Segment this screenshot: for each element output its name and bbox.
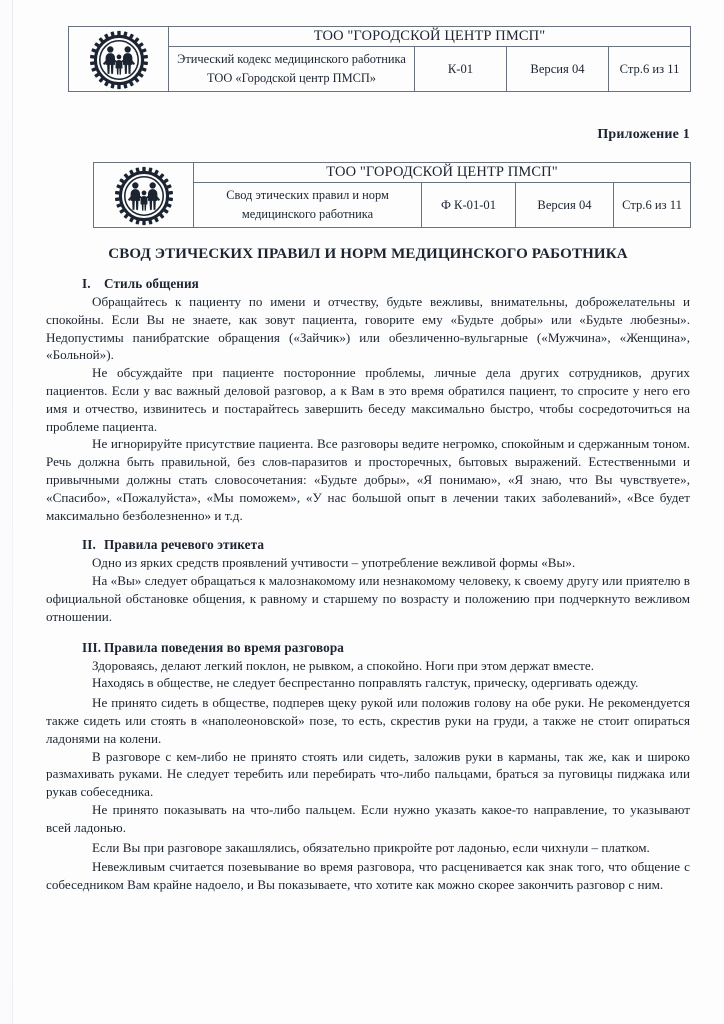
doc-code-appendix: Ф К-01-01 (422, 183, 516, 228)
section-1 (46, 276, 690, 524)
section-1-paragraph-3: Не игнорируйте присутствие пациента. Все разговоры ведите негромко, спокойным и сдержанным тоном. Речь должна быть правильной, без слов-паразитов и просторечных, бытовых выражений. Естественными и привычными должны стать словосочетания: «Будьте добры», «Я понимаю», «Я знаю, что Вы чувствуете», «Спасибо», «Пожалуйста», «Мы поможем», «У нас большой опыт в лечении таких заболеваний», «Все будет максимально безболезненно» и т.д. (46, 436, 690, 523)
section-1-heading (46, 276, 690, 292)
doc-code-top: К-01 (415, 47, 507, 92)
page-title: СВОД ЭТИЧЕСКИХ ПРАВИЛ И НОРМ МЕДИЦИНСКОГО РАБОТНИКА (108, 246, 628, 262)
doc-name-appendix-line2: медицинского работника (241, 207, 374, 222)
doc-name-appendix (194, 183, 422, 228)
doc-page-appendix: Стр.6 из 11 (614, 183, 691, 228)
doc-page-top: Стр.6 из 11 (609, 47, 691, 92)
section-spacer (46, 626, 690, 640)
header-table-appendix (93, 162, 691, 228)
section-2-paragraph-1: Одно из ярких средств проявлений учтивости – употребление вежливой формы «Вы». (92, 555, 576, 571)
section-3-heading-text: Правила поведения во время разговора (104, 639, 344, 655)
org-title-appendix: ТОО "ГОРОДСКОЙ ЦЕНТР ПМСП" (194, 163, 691, 183)
section-3-numeral: III. (82, 639, 102, 655)
section-2-heading-text: Правила речевого этикета (104, 537, 265, 553)
doc-version-top: Версия 04 (507, 47, 609, 92)
document-body (46, 276, 690, 894)
section-3-paragraph-5: Не принято показывать на что-либо пальцем. Если нужно указать какое-то направление, то указывают всей ладонью. (46, 801, 690, 835)
section-1-numeral: I. (82, 276, 91, 291)
section-3-paragraph-2: Находясь в обществе, не следует беспрестанно поправлять галстук, прическу, одергивать одежду. (92, 675, 639, 691)
section-spacer (46, 524, 690, 537)
section-3-paragraph-6: Если Вы при разговоре закашлялись, обязательно прикройте рот ладонью, если чихнули – платком. (92, 839, 650, 855)
doc-name-top-line2: ТОО «Городской центр ПМСП» (206, 71, 376, 86)
section-2-heading (46, 537, 690, 553)
section-1-paragraph-1: Обращайтесь к пациенту по имени и отчеству, будьте вежливы, внимательны, доброжелательны и спокойны. Если Вы не знаете, как зовут пациента, говорите ему «Будьте добры» или «Будьте любезны». Недопустимы панибратские обращения («Зайчик») или обезличенно-вульгарные («Мужчина», «Женщина», «Больной»). (46, 294, 690, 363)
header-table-top (68, 26, 691, 92)
section-3-paragraph-3: Не принято сидеть в обществе, подперев щеку рукой или положив голову на обе руки. Не рекомендуется также сидеть или стоять в «наполеоновской» позе, то есть, скрестив руки на груди, а также не стоит опираться ладонями на колени. (46, 695, 690, 746)
doc-name-appendix-line1: Свод этических правил и норм (226, 187, 389, 202)
doc-name-top-line1: Этический кодекс медицинского работника (177, 51, 406, 66)
section-3-paragraph-7: Невежливым считается позевывание во время разговора, что расценивается как знак того, что общение с собеседником Вам крайне надоело, и Вы показываете, что хотите как можно скорее закончить разговор с ним. (46, 859, 690, 893)
section-1-paragraph-2: Не обсуждайте при пациенте посторонние проблемы, личные дела других сотрудников, других пациентов. Если у вас важный деловой разговор, а к Вам в это время обратился пациент, то спросите у него его имя и отчество, извинитесь и постарайтесь завершить беседу максимально быстро, чтобы сосредоточиться на проблеме пациента. (46, 365, 690, 434)
doc-name-top (169, 47, 415, 92)
section-3 (46, 640, 690, 894)
logo-cell-top (69, 27, 169, 92)
section-3-paragraph-1: Здороваясь, делают легкий поклон, не рывком, а спокойно. Ноги при этом держат вместе. (92, 657, 595, 673)
emblem-family-in-gear-ring-icon (104, 165, 184, 227)
logo-cell-appendix (94, 163, 194, 228)
doc-version-appendix: Версия 04 (516, 183, 614, 228)
section-2-numeral: II. (82, 537, 96, 553)
section-1-heading-text: Стиль общения (104, 276, 199, 291)
section-3-heading (46, 640, 690, 656)
org-title-top: ТОО "ГОРОДСКОЙ ЦЕНТР ПМСП" (169, 27, 691, 47)
section-2 (46, 537, 690, 625)
section-2-paragraph-2: На «Вы» следует обращаться к малознакомому или незнакомому человеку, к своему другу или приятелю в официальной обстановке общения, к равному и старшему по возрасту и положению при подчеркнуто вежливом отношении. (46, 573, 690, 624)
appendix-label: Приложение 1 (597, 127, 690, 142)
emblem-family-in-gear-ring-icon (79, 29, 159, 91)
section-3-paragraph-4: В разговоре с кем-либо не принято стоять или сидеть, заложив руки в карманы, так же, как и широко размахивать руками. Не следует теребить или перебирать что-либо пальцами, браться за пуговицы пиджака или рукав собеседника. (46, 748, 690, 800)
